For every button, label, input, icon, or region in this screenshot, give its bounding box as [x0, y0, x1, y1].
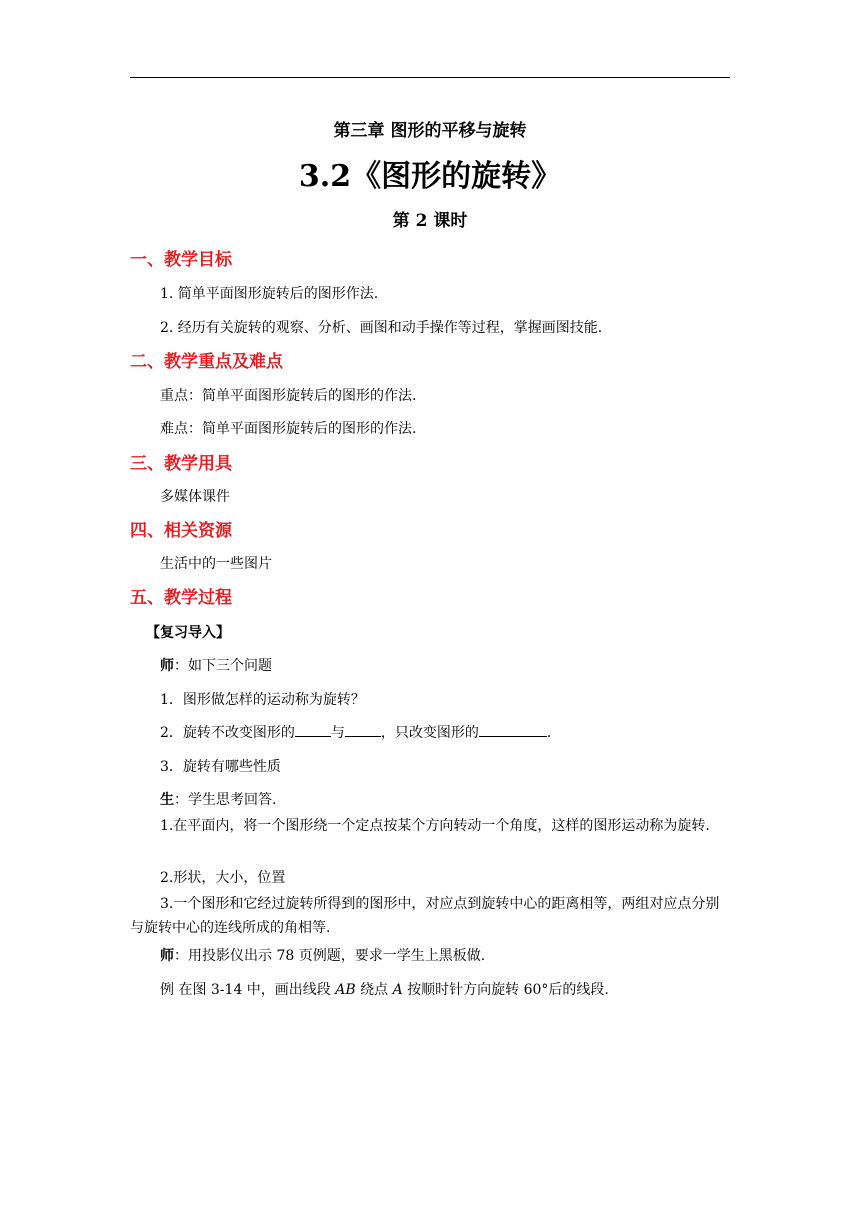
answer-3: 3.一个图形和它经过旋转所得到的图形中，对应点到旋转中心的距离相等，两组对应点分别与旋转中心的连线所成的角相等.	[130, 896, 720, 936]
fill-blank	[295, 724, 331, 737]
teacher-text: ：用投影仪出示 78 页例题，要求一学生上黑板做.	[174, 948, 486, 964]
example-statement	[160, 979, 609, 999]
teacher-line-2	[160, 945, 485, 965]
chapter-title: 第三章 图形的平移与旋转	[333, 121, 527, 141]
review-intro-label: 【复习导入】	[146, 625, 230, 641]
student-label: 生	[160, 792, 174, 808]
example-text: 按顺时针方向旋转 60°后的线段.	[402, 982, 609, 998]
question-1: 1．图形做怎样的运动称为旋转？	[160, 692, 365, 708]
teacher-label: 师	[160, 658, 174, 674]
teacher-label: 师	[160, 948, 174, 964]
lesson-title: 3.2《图形的旋转》	[298, 159, 562, 194]
question-2-part: .	[546, 725, 552, 741]
objective-item: 2. 经历有关旋转的观察、分析、画图和动手操作等过程，掌握画图技能.	[160, 320, 603, 336]
teacher-text: ：如下三个问题	[174, 658, 272, 674]
question-2-part: ，只改变图形的	[380, 725, 479, 741]
student-text: ：学生思考回答.	[174, 792, 277, 808]
objective-item: 1. 简单平面图形旋转后的图形作法.	[160, 286, 379, 302]
key-point-item: 重点：简单平面图形旋转后的图形的作法.	[160, 388, 417, 404]
fill-blank	[479, 724, 547, 737]
example-text: 例 在图 3-14 中，画出线段	[160, 982, 336, 998]
difficult-point-item: 难点：简单平面图形旋转后的图形的作法.	[160, 421, 417, 437]
answer-1: 1.在平面内，将一个图形绕一个定点按某个方向转动一个角度，这样的图形运动称为旋转.	[160, 818, 710, 834]
student-line	[160, 789, 276, 809]
header-rule	[130, 77, 730, 78]
section-heading-resources: 四、相关资源	[130, 521, 232, 541]
question-2	[160, 722, 551, 742]
section-heading-key-points: 二、教学重点及难点	[130, 352, 283, 372]
tools-item: 多媒体课件	[160, 489, 230, 505]
fill-blank	[345, 724, 381, 737]
example-text: 绕点	[355, 982, 393, 998]
answer-2: 2.形状，大小，位置	[160, 870, 286, 886]
question-2-part: 2．旋转不改变图形的	[160, 725, 295, 741]
segment-label: AB	[335, 982, 356, 998]
teacher-line	[160, 655, 272, 675]
section-heading-process: 五、教学过程	[130, 588, 232, 608]
question-2-part: 与	[330, 725, 345, 741]
section-heading-objectives: 一、教学目标	[130, 250, 232, 270]
question-3: 3．旋转有哪些性质	[160, 759, 281, 775]
resources-item: 生活中的一些图片	[160, 556, 272, 572]
lesson-period: 第 2 课时	[392, 211, 468, 231]
section-heading-tools: 三、教学用具	[130, 454, 232, 474]
point-label: A	[392, 982, 403, 998]
